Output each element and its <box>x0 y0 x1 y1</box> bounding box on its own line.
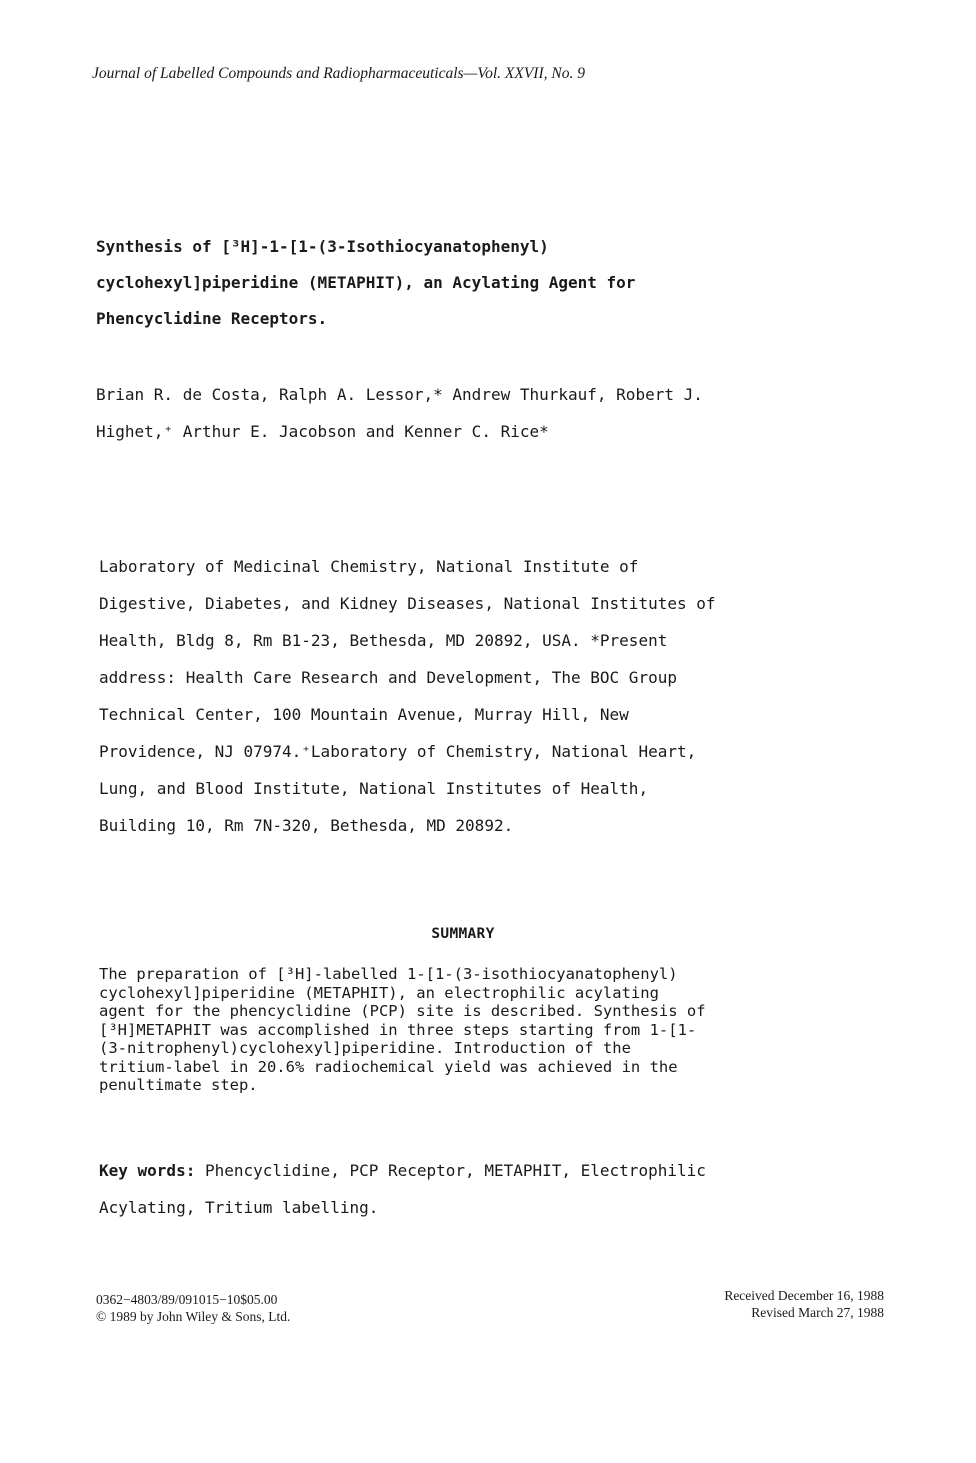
keywords-line: Acylating, Tritium labelling. <box>99 1198 379 1217</box>
title-line: Phencyclidine Receptors. <box>96 309 328 328</box>
summary-line: (3-nitrophenyl)cyclohexyl]piperidine. Introduction of the <box>99 1039 631 1057</box>
affiliation-line: address: Health Care Research and Development, The BOC Group <box>99 668 677 687</box>
summary-line: agent for the phencyclidine (PCP) site is described. Synthesis of <box>99 1002 706 1020</box>
author-line: Highet,⁺ Arthur E. Jacobson and Kenner C. Rice* <box>96 422 549 441</box>
issn-code: 0362−4803/89/091015−10$05.00 <box>96 1292 278 1307</box>
title-line: cyclohexyl]piperidine (METAPHIT), an Acylating Agent for <box>96 273 636 292</box>
article-title <box>96 229 816 337</box>
keywords-text: Phencyclidine, PCP Receptor, METAPHIT, Electrophilic <box>195 1161 706 1180</box>
summary-line: cyclohexyl]piperidine (METAPHIT), an electrophilic acylating <box>99 983 659 1002</box>
affiliation-line: Laboratory of Medicinal Chemistry, National Institute of <box>99 557 639 576</box>
affiliation-line: Technical Center, 100 Mountain Avenue, Murray Hill, New <box>99 705 629 724</box>
affiliation-block <box>99 548 859 844</box>
title-line: Synthesis of [³H]-1-[1-(3-Isothiocyanatophenyl) <box>96 237 549 256</box>
journal-header: Journal of Labelled Compounds and Radiopharmaceuticals—Vol. XXVII, No. 9 <box>92 65 585 82</box>
keywords-label: Key words: <box>99 1161 196 1180</box>
affiliation-line: Health, Bldg 8, Rm B1-23, Bethesda, MD 20892, USA. *Present <box>99 631 668 650</box>
affiliation-line: Digestive, Diabetes, and Kidney Diseases, National Institutes of <box>99 594 716 613</box>
affiliation-line: Building 10, Rm 7N-320, Bethesda, MD 20892. <box>99 816 514 835</box>
author-list <box>96 376 856 450</box>
keywords-line <box>99 1152 859 1189</box>
summary-body <box>99 965 859 1095</box>
affiliation-line: Lung, and Blood Institute, National Institutes of Health, <box>99 779 649 798</box>
footer-dates <box>724 1287 884 1321</box>
footer-copyright <box>96 1291 290 1325</box>
summary-heading: SUMMARY <box>431 926 495 942</box>
summary-line: The preparation of [³H]-labelled 1-[1-(3-isothiocyanatophenyl) <box>99 965 678 983</box>
revised-date: Revised March 27, 1988 <box>751 1305 884 1320</box>
summary-line: penultimate step. <box>99 1076 258 1094</box>
copyright-line: © 1989 by John Wiley & Sons, Ltd. <box>96 1309 291 1324</box>
affiliation-line: Providence, NJ 07974.⁺Laboratory of Chemistry, National Heart, <box>99 742 697 761</box>
summary-line: [³H]METAPHIT was accomplished in three steps starting from 1-[1- <box>99 1020 697 1039</box>
author-line: Brian R. de Costa, Ralph A. Lessor,* Andrew Thurkauf, Robert J. <box>96 385 703 404</box>
keywords-block <box>99 1152 859 1226</box>
summary-line: tritium-label in 20.6% radiochemical yield was achieved in the <box>99 1057 678 1076</box>
received-date: Received December 16, 1988 <box>724 1288 884 1303</box>
